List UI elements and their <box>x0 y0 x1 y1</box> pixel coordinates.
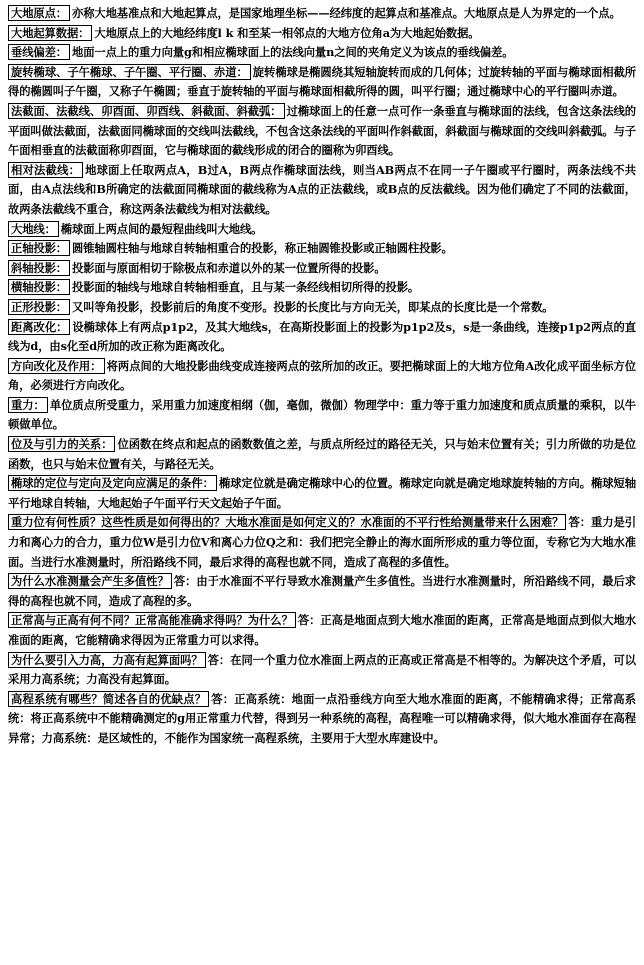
term-box: 大地起算数据： <box>8 25 92 41</box>
entry-reciprocal-section <box>8 161 636 220</box>
entry-transverse-projection <box>8 278 636 298</box>
term-box: 法截面、法截线、卯酉面、卯酉线、斜截面、斜截弧： <box>8 103 285 119</box>
entry-direction-reduction <box>8 357 636 396</box>
entry-normal-section <box>8 102 636 161</box>
definition-text: 亦称大地基准点和大地起算点，是国家地理坐标——经纬度的起算点和基准点。大地原点是人为界定的一个点。 <box>72 6 621 20</box>
entry-geodesic <box>8 220 636 240</box>
entry-distance-reduction <box>8 318 636 357</box>
term-box: 重力： <box>8 397 48 413</box>
term-box: 正常高与正高有何不同？正常高能准确求得吗？为什么？ <box>8 612 296 628</box>
term-box: 大地线： <box>8 221 59 237</box>
term-box: 正轴投影： <box>8 240 70 256</box>
entry-conformal-projection <box>8 298 636 318</box>
definition-text: 圆锥轴圆柱轴与地球自转轴相重合的投影，称正轴圆锥投影或正轴圆柱投影。 <box>72 241 453 256</box>
entry-gravity-potential-qa <box>8 513 636 572</box>
term-box: 相对法截线： <box>8 162 83 178</box>
definition-text: 过椭球面上的任意一点可作一条垂直与椭球面的法线，包含这条法线的平面叫做法截面，法截面同椭球面的交线叫法截线，不包含这条法线的平面叫作斜截面，斜截面与椭球面的交线叫斜截弧。与子午面相垂直的法截面称卯酉面，它与椭球面的截线形成的闭合的圈称为卯酉线。 <box>8 103 636 158</box>
entry-deflection <box>8 43 636 63</box>
entry-leveling-multivalue-qa <box>8 572 636 611</box>
term-box: 距离改化： <box>8 319 70 335</box>
definition-text: 投影面与原面相切于除极点和赤道以外的某一位置所得的投影。 <box>72 260 386 275</box>
definition-text: 单位质点所受重力，采用重力加速度相纲（伽，毫伽，微伽）物理学中：重力等于重力加速度和质点质量的乘积，以牛顿做单位。 <box>8 397 636 432</box>
entry-ellipsoid <box>8 63 636 102</box>
term-box: 正形投影： <box>8 299 70 315</box>
definition-text: 答：重力是引力和离心力的合力，重力位W是引力位V和离心力位Q之和：我们把完全静止的海水面所形成的重力等位面，专称它为大地水准面。当进行水准测量时，所沿路线不同，最后求得的高程也就不同，造成了高程的多值性。 <box>8 515 637 569</box>
definition-text: 地面一点上的重力向量g和相应椭球面上的法线向量n之间的夹角定义为该点的垂线偏差。 <box>72 45 514 60</box>
definition-text: 答：正高系统：地面一点沿垂线方向至大地水准面的距离，不能精确求得；正常高系统：将正高系统中不能精确测定的g用正常重力代替，得到另一种系统的高程，高程唯一可以精确求得，似大地水准面存在高程异常；力高系统：是区域性的，不能作为国家统一高程系统，主要用于大型水库建设中。 <box>8 691 636 745</box>
entry-datum-data <box>8 24 636 44</box>
entry-potential-gravitation <box>8 435 636 474</box>
definition-text: 旋转椭球是椭圆绕其短轴旋转而成的几何体；过旋转轴的平面与椭球面相截所得的椭圆叫子午圈，又称子午椭圆；垂直于旋转轴的平面与椭球面相截所得的圆，叫平行圈；通过椭球中心的平行圈叫赤道。 <box>8 64 637 99</box>
term-box: 位及与引力的关系： <box>8 436 115 452</box>
entry-oblique-projection <box>8 259 636 279</box>
definition-text: 又叫等角投影，投影前后的角度不变形。投影的长度比与方向无关，即某点的长度比是一个常数。 <box>72 299 554 314</box>
entry-gravity <box>8 396 636 435</box>
term-box: 重力位有何性质？这些性质是如何得出的？大地水准面是如何定义的？水准面的不平行性给测量带来什么困难？ <box>8 514 566 530</box>
term-box: 方向改化及作用： <box>8 358 105 374</box>
definition-text: 地球面上任取两点A，B过A，B两点作椭球面法线，则当AB两点不在同一子午圈或平行圈时，两条法线不共面，由A点法线和B所确定的法截面同椭球面的截线称为A点的正法截线，或B点的反法截线。因为他们确定了不同的法截面，故两条法截线不重合，称这两条法截线为相对法截线。 <box>8 162 636 216</box>
entry-dynamic-height-qa <box>8 651 636 690</box>
definition-text: 位函数在终点和起点的函数数值之差，与质点所经过的路径无关，只与始末位置有关；引力所做的功是位函数，也只与始末位置有关，与路径无关。 <box>8 437 636 471</box>
definition-text: 答：在同一个重力位水准面上两点的正高或正常高是不相等的。为解决这个矛盾，可以采用力高系统；力高没有起算面。 <box>8 652 636 687</box>
term-box: 椭球的定位与定向及定向应满足的条件： <box>8 475 217 491</box>
entry-datum-origin <box>8 4 636 24</box>
term-box: 为什么要引入力高，力高有起算面吗？ <box>8 652 206 668</box>
term-box: 旋转椭球、子午椭球、子午圈、平行圈、赤道： <box>8 64 251 80</box>
term-box: 横轴投影： <box>8 279 70 295</box>
entry-height-systems-qa <box>8 690 636 749</box>
term-box: 大地原点： <box>8 5 70 21</box>
term-box: 斜轴投影： <box>8 260 70 276</box>
term-box: 高程系统有哪些？简述各自的优缺点？ <box>8 691 209 707</box>
entry-normal-height-qa <box>8 611 636 650</box>
term-box: 垂线偏差： <box>8 44 70 60</box>
definition-text: 将两点间的大地投影曲线变成连接两点的弦所加的改正。要把椭球面上的大地方位角A改化成平面坐标方位角，必须进行方向改化。 <box>8 358 637 393</box>
definition-text: 设椭球体上有两点p1p2，及其大地线s，在高斯投影面上的投影为p1p2及s，s是一条曲线，连接p1p2两点的直线为d，由s化至d所加的改正称为距离改化。 <box>8 319 636 354</box>
definition-text: 椭球定位就是确定椭球中心的位置。椭球定向就是确定地球旋转轴的方向。椭球短轴平行地球自转轴，大地起始子午面平行天文起始子午面。 <box>8 476 636 510</box>
definition-text: 大地原点上的大地经纬度l k 和至某一相邻点的大地方位角a为大地起始数据。 <box>94 25 480 40</box>
definition-text: 答：由于水准面不平行导致水准测量产生多值性。当进行水准测量时，所沿路线不同，最后求得的高程也就不同，造成了高程的多。 <box>8 574 636 608</box>
entry-normal-projection <box>8 239 636 259</box>
definition-text: 投影面的轴线与地球自转轴相垂直，且与某一条经线相切所得的投影。 <box>72 280 420 295</box>
definition-text: 答：正高是地面点到大地水准面的距离，正常高是地面点到似大地水准面的距离，它能精确求得因为正常重力可以求得。 <box>8 613 636 647</box>
definition-text: 椭球面上两点间的最短程曲线叫大地线。 <box>60 221 263 236</box>
entry-ellipsoid-orientation <box>8 474 636 513</box>
term-box: 为什么水准测量会产生多值性？ <box>8 573 172 589</box>
